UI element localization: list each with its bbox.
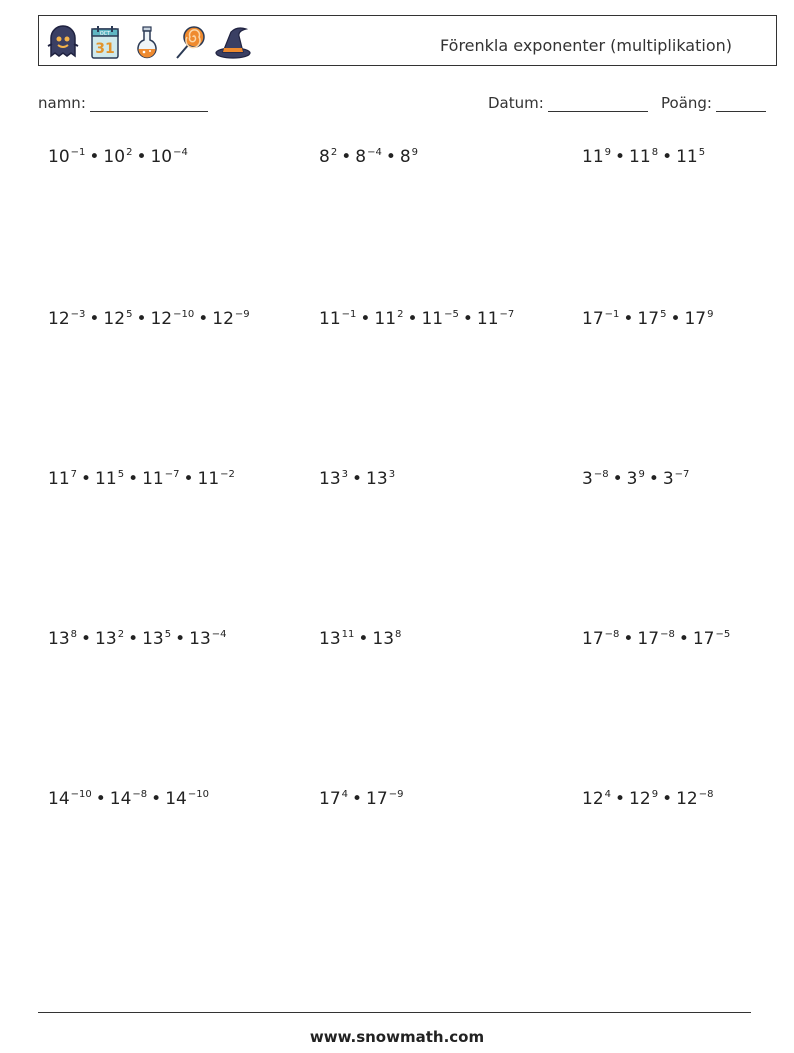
exponent: −9 (388, 789, 404, 800)
exponent: 9 (638, 469, 645, 480)
date-field[interactable] (488, 94, 648, 112)
ghost-icon (45, 22, 81, 62)
multiply-operator: • (678, 629, 689, 649)
date-label: Datum: (488, 94, 544, 112)
base: 11 (374, 309, 397, 329)
problem-15 (582, 789, 713, 809)
multiply-operator: • (136, 309, 147, 329)
base: 12 (48, 309, 70, 329)
base: 13 (142, 629, 164, 649)
exponent: −4 (211, 629, 227, 640)
base: 12 (103, 309, 126, 329)
multiply-operator: • (670, 309, 681, 329)
base: 13 (319, 629, 341, 649)
base: 17 (637, 629, 660, 649)
multiply-operator: • (175, 629, 186, 649)
calendar-icon (87, 22, 123, 62)
base: 10 (103, 147, 126, 167)
exponent: 4 (341, 789, 349, 800)
footer-url: www.snowmath.com (309, 1028, 485, 1046)
multiply-operator: • (623, 309, 634, 329)
footer-divider (38, 1012, 751, 1013)
base: 11 (629, 147, 651, 167)
exponent: 5 (164, 629, 172, 640)
multiply-operator: • (662, 147, 673, 167)
problem-11 (319, 629, 401, 649)
base: 14 (48, 789, 70, 809)
problem-1 (48, 147, 188, 167)
multiply-operator: • (360, 309, 371, 329)
exponent: −7 (674, 469, 690, 480)
exponent: −10 (70, 789, 92, 800)
multiply-operator: • (151, 789, 162, 809)
calendar-day-text: 31 (95, 41, 115, 57)
base: 11 (142, 469, 164, 489)
witch-hat-icon (213, 22, 253, 62)
exponent: 8 (395, 629, 402, 640)
base: 17 (684, 309, 707, 329)
base: 3 (582, 469, 593, 489)
base: 8 (399, 147, 411, 167)
base: 17 (366, 789, 388, 809)
base: 8 (355, 147, 367, 167)
potion-icon (129, 22, 165, 62)
base: 11 (476, 309, 499, 329)
exponent: −1 (604, 309, 620, 320)
base: 13 (95, 629, 117, 649)
problem-4 (48, 309, 250, 329)
multiply-operator: • (81, 469, 92, 489)
exponent: −7 (499, 309, 515, 320)
base: 3 (662, 469, 674, 489)
calendar-month-text: OCT (99, 31, 111, 37)
problem-14 (319, 789, 403, 809)
base: 13 (189, 629, 211, 649)
exponent: 3 (341, 469, 349, 480)
exponent: 2 (126, 147, 133, 158)
base: 17 (692, 629, 715, 649)
multiply-operator: • (183, 469, 194, 489)
exponent: 8 (651, 147, 659, 158)
base: 12 (212, 309, 234, 329)
worksheet-title: Förenkla exponenter (multiplikation) (440, 36, 732, 55)
base: 11 (421, 309, 444, 329)
exponent: 9 (604, 147, 612, 158)
score-line[interactable] (716, 97, 766, 112)
score-field[interactable] (661, 94, 766, 112)
multiply-operator: • (662, 789, 673, 809)
name-label: namn: (38, 94, 86, 112)
base: 12 (629, 789, 651, 809)
exponent: −1 (341, 309, 357, 320)
base: 11 (676, 147, 698, 167)
exponent: 7 (70, 469, 78, 480)
exponent: −8 (660, 629, 675, 640)
student-fields (0, 94, 794, 116)
exponent: −7 (164, 469, 180, 480)
name-field[interactable] (38, 94, 208, 112)
multiply-operator: • (341, 147, 352, 167)
base: 8 (319, 147, 330, 167)
exponent: −8 (593, 469, 609, 480)
base: 11 (582, 147, 604, 167)
multiply-operator: • (623, 629, 634, 649)
base: 14 (165, 789, 187, 809)
multiply-operator: • (136, 147, 147, 167)
base: 12 (582, 789, 604, 809)
problem-8 (319, 469, 395, 489)
base: 11 (197, 469, 220, 489)
problem-9 (582, 469, 689, 489)
base: 13 (366, 469, 388, 489)
base: 11 (95, 469, 117, 489)
multiply-operator: • (648, 469, 659, 489)
exponent: −8 (698, 789, 714, 800)
problem-5 (319, 309, 514, 329)
multiply-operator: • (407, 309, 418, 329)
base: 10 (48, 147, 70, 167)
exponent: 9 (707, 309, 714, 320)
multiply-operator: • (615, 789, 626, 809)
base: 11 (319, 309, 341, 329)
multiply-operator: • (462, 309, 473, 329)
exponent: 2 (117, 629, 125, 640)
multiply-operator: • (358, 629, 369, 649)
base: 10 (150, 147, 173, 167)
base: 13 (372, 629, 395, 649)
problem-12 (582, 629, 730, 649)
problem-6 (582, 309, 713, 329)
multiply-operator: • (81, 629, 92, 649)
exponent: 9 (411, 147, 419, 158)
score-label: Poäng: (661, 94, 712, 112)
exponent: −4 (367, 147, 382, 158)
exponent: −3 (70, 309, 86, 320)
base: 3 (626, 469, 638, 489)
exponent: −8 (604, 629, 620, 640)
exponent: 9 (651, 789, 659, 800)
exponent: −10 (173, 309, 195, 320)
exponent: −2 (220, 469, 235, 480)
exponent: 8 (70, 629, 78, 640)
exponent: 11 (341, 629, 355, 640)
exponent: −1 (70, 147, 86, 158)
multiply-operator: • (89, 309, 100, 329)
multiply-operator: • (615, 147, 626, 167)
exponent: −4 (173, 147, 188, 158)
date-line[interactable] (548, 97, 648, 112)
multiply-operator: • (352, 789, 363, 809)
exponent: 3 (388, 469, 396, 480)
multiply-operator: • (128, 629, 139, 649)
icon-strip (45, 20, 253, 64)
multiply-operator: • (198, 309, 209, 329)
exponent: 5 (117, 469, 125, 480)
name-line[interactable] (90, 97, 208, 112)
problem-10 (48, 629, 227, 649)
base: 11 (48, 469, 70, 489)
exponent: −5 (444, 309, 459, 320)
exponent: −8 (132, 789, 148, 800)
base: 12 (150, 309, 173, 329)
exponent: 5 (698, 147, 706, 158)
exponent: 2 (330, 147, 338, 158)
problem-3 (582, 147, 705, 167)
multiply-operator: • (89, 147, 100, 167)
exponent: 5 (126, 309, 133, 320)
problem-2 (319, 147, 418, 167)
exponent: −10 (187, 789, 209, 800)
exponent: 5 (660, 309, 667, 320)
base: 14 (109, 789, 132, 809)
base: 12 (676, 789, 698, 809)
exponent: −9 (234, 309, 250, 320)
base: 17 (637, 309, 660, 329)
exponent: 4 (604, 789, 612, 800)
base: 17 (582, 309, 604, 329)
problem-13 (48, 789, 209, 809)
exponent: −5 (715, 629, 731, 640)
multiply-operator: • (352, 469, 363, 489)
problem-7 (48, 469, 235, 489)
lollipop-icon (171, 22, 207, 62)
multiply-operator: • (612, 469, 623, 489)
base: 17 (582, 629, 604, 649)
base: 13 (319, 469, 341, 489)
worksheet-header (38, 15, 777, 66)
base: 13 (48, 629, 70, 649)
base: 17 (319, 789, 341, 809)
multiply-operator: • (128, 469, 139, 489)
multiply-operator: • (95, 789, 106, 809)
multiply-operator: • (385, 147, 396, 167)
exponent: 2 (397, 309, 404, 320)
